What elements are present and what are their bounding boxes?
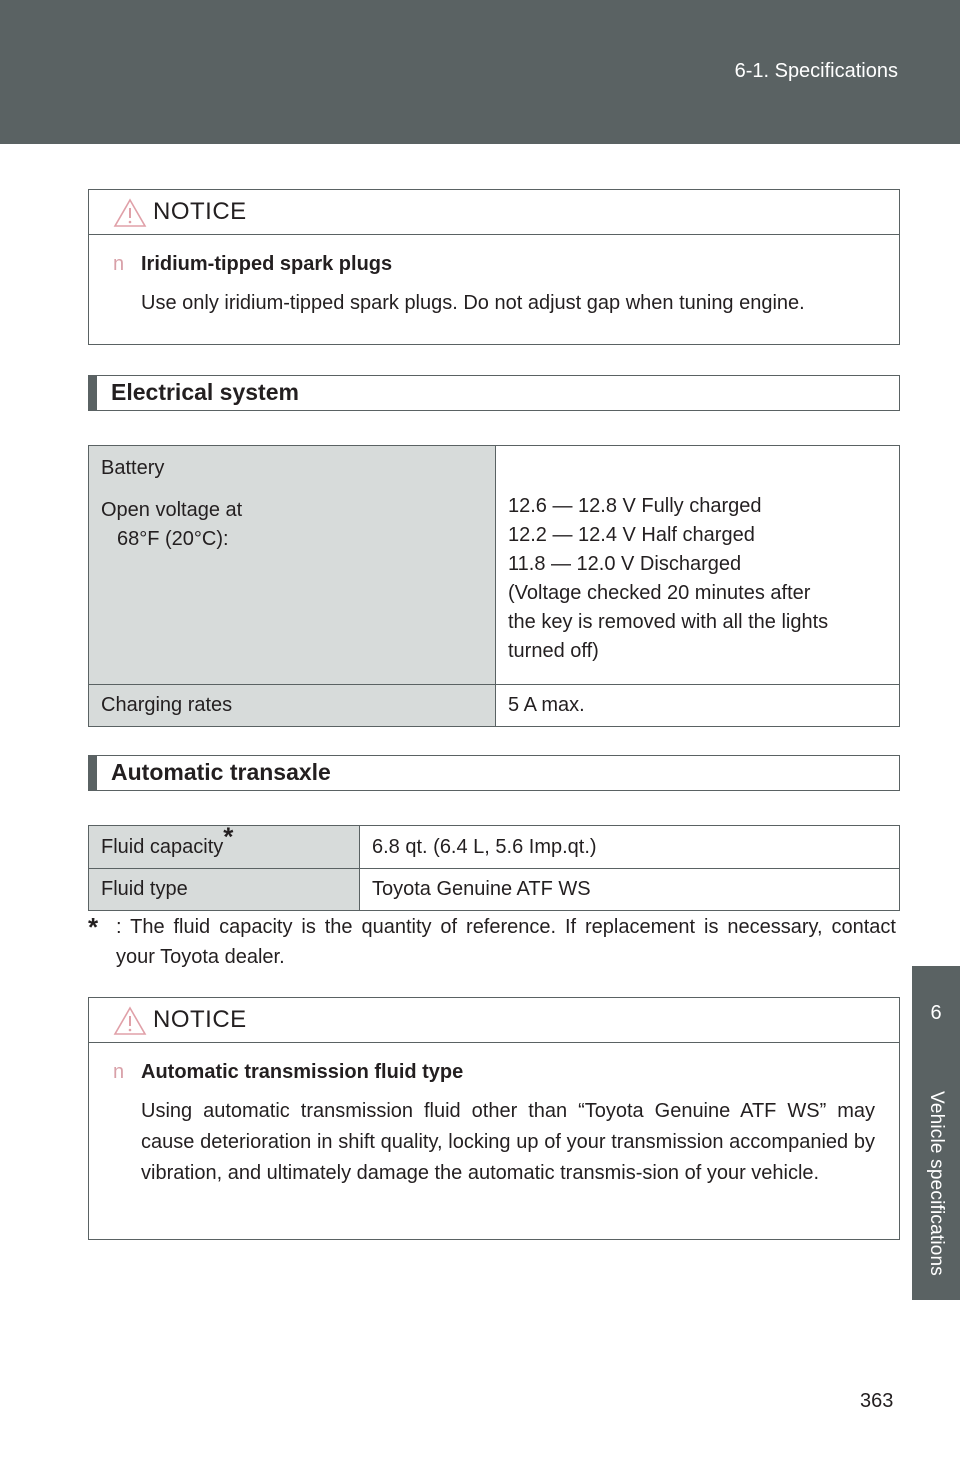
charging-value: 5 A max. [496, 685, 900, 727]
section-title: Electrical system [111, 379, 299, 405]
section-header-bar [89, 376, 97, 410]
battery-label-cell [89, 446, 496, 685]
voltage-line: (Voltage checked 20 minutes after [508, 582, 811, 604]
open-voltage-temp: 68°F (20°C): [117, 528, 229, 550]
notice-header [89, 190, 899, 235]
footnote-star: * [88, 912, 99, 942]
notice-label: NOTICE [153, 198, 247, 225]
page-header [0, 0, 960, 144]
bullet-icon: n [113, 253, 125, 275]
section-breadcrumb: 6-1. Specifications [734, 60, 898, 82]
chapter-number: 6 [930, 1002, 942, 1024]
fluid-capacity-value: 6.8 qt. (6.4 L, 5.6 Imp.qt.) [360, 826, 900, 869]
notice-box-atf [88, 997, 900, 1240]
notice-text: Using automatic transmission fluid other than “Toyota Genuine ATF WS” may cause deterioration in shift quality, locking up of your transmission accompanied by vibration, and ultimately damage the automatic transmis-sion of your vehicle. [141, 1100, 875, 1184]
voltage-line: the key is removed with all the lights [508, 611, 829, 633]
footnote-text: : The fluid capacity is the quantity of reference. If replacement is necessary, contact your Toyota dealer. [116, 916, 896, 968]
fluid-capacity-label: Fluid capacity [101, 835, 224, 858]
section-header-bar [89, 756, 97, 790]
notice-body [89, 235, 899, 345]
table-row [89, 826, 900, 869]
charging-label: Charging rates [89, 685, 496, 727]
voltage-line: turned off) [508, 640, 599, 662]
section-title: Automatic transaxle [111, 759, 331, 785]
footnote [88, 912, 896, 972]
open-voltage-label: Open voltage at [101, 499, 243, 521]
battery-label: Battery [101, 457, 165, 479]
fluid-type-value: Toyota Genuine ATF WS [360, 869, 900, 911]
warning-triangle-icon [113, 1006, 147, 1036]
battery-value-cell [496, 446, 900, 685]
table-row [89, 869, 900, 911]
fluid-capacity-label-cell [89, 820, 360, 869]
table-row [89, 685, 900, 727]
chapter-tab [912, 966, 960, 1068]
notice-label: NOTICE [153, 1006, 247, 1033]
warning-triangle-icon [113, 198, 147, 228]
notice-heading: Iridium-tipped spark plugs [141, 253, 393, 275]
page-number: 363 [860, 1390, 894, 1412]
electrical-spec-table [88, 445, 900, 727]
section-header-transaxle [88, 755, 900, 791]
fluid-type-label: Fluid type [89, 869, 360, 911]
notice-body [89, 1043, 899, 1215]
voltage-line: 12.6 — 12.8 V Fully charged [508, 495, 762, 517]
footnote-star: * [223, 820, 234, 851]
notice-text: Use only iridium-tipped spark plugs. Do not adjust gap when tuning engine. [141, 292, 805, 314]
table-row [89, 446, 900, 685]
transaxle-spec-table [88, 820, 900, 911]
section-header-electrical [88, 375, 900, 411]
bullet-icon: n [113, 1061, 125, 1083]
voltage-line: 12.2 — 12.4 V Half charged [508, 524, 755, 546]
chapter-label: Vehicle specifications [926, 1091, 947, 1277]
notice-box-spark-plugs [88, 189, 900, 345]
notice-header [89, 998, 899, 1043]
notice-heading-row [113, 253, 875, 276]
notice-heading-row [113, 1061, 875, 1084]
notice-heading: Automatic transmission fluid type [141, 1061, 464, 1083]
voltage-line: 11.8 — 12.0 V Discharged [508, 553, 742, 575]
